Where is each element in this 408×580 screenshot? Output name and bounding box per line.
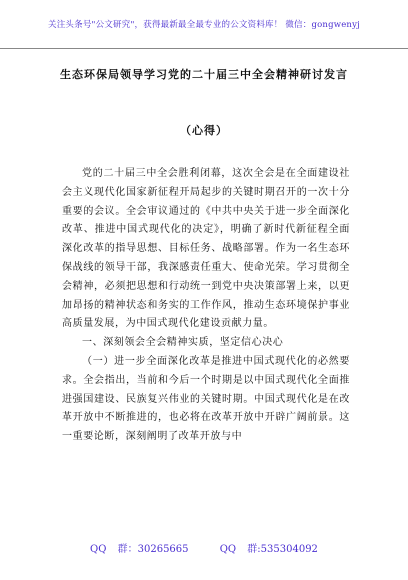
header-divider <box>0 48 408 49</box>
footer-qq-group-2: QQ 群:535304092 <box>219 544 318 555</box>
paragraph-intro: 党的二十届三中全会胜利闭幕，这次全会是在全面建设社会主义现代化国家新征程开局起步的关键时期召开的一次十分重要的会议。全会审议通过的《中共中央关于进一步全面深化改革、推进中国式现代化的决定》，明确了新时代新征程全面深化改革的指导思想、目标任务、战略部署。作为一名生态环保战线的领导干部，我深感责任重大、使命光荣。学习贯彻全会精神，必须把思想和行动统一到党中央决策部署上来，以更加昂扬的精神状态和务实的工作作风，推动生态环境保护事业高质量发展，为中国式现代化建设贡献力量。 <box>62 168 350 330</box>
paragraph-section-1-1: （一）进一步全面深化改革是推进中国式现代化的必然要求。全会指出，当前和今后一个时期是以中国式现代化全面推进强国建设、民族复兴伟业的关键时期。中国式现代化是在改革开放中不断推进的，也必将在改革开放中开辟广阔前景。这一重要论断，深刻阐明了改革开放与中 <box>62 355 350 443</box>
header-banner-text: 关注头条号"公文研究"，获得最新最全最专业的公文资料库！ 微信：gongwenyj <box>48 20 360 30</box>
section-heading: 一、深刻领会全会精神实质，坚定信心决心 <box>82 337 284 349</box>
footer-qq-group-1: QQ 群：30265665 <box>90 544 189 555</box>
footer-banner <box>0 540 408 555</box>
document-title: 生态环保局领导学习党的二十届三中全会精神研讨发言 <box>60 68 348 81</box>
document-subtitle: （心得） <box>180 124 228 137</box>
header-banner <box>0 0 408 48</box>
document-body <box>62 165 350 447</box>
